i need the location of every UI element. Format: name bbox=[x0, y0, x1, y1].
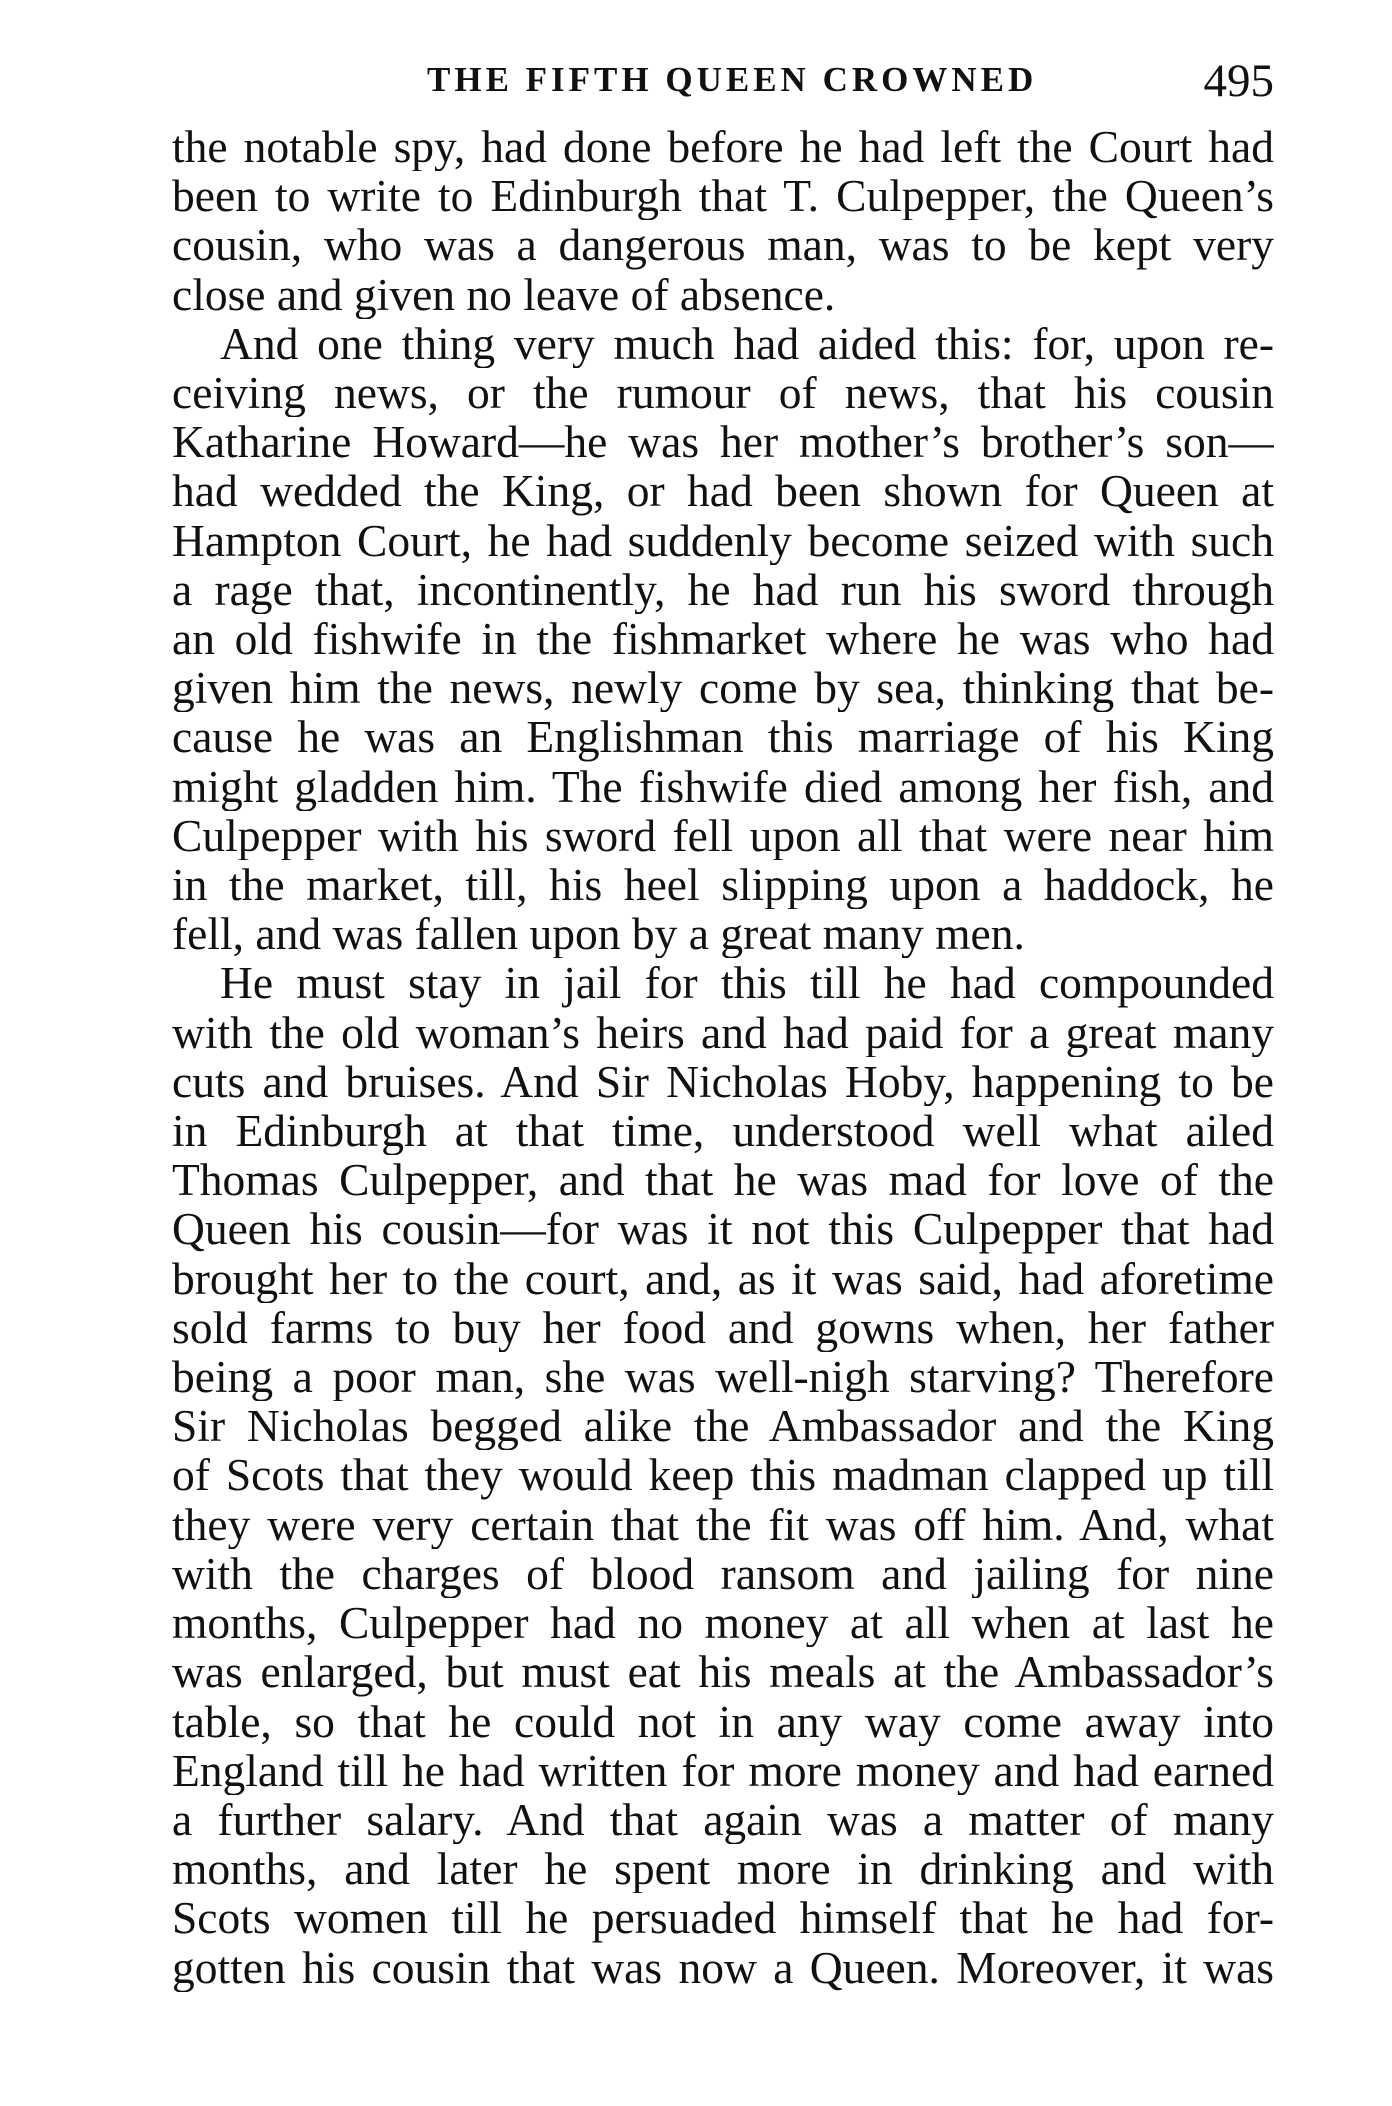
text-line: Scots women till he persuaded himself that he had for- bbox=[172, 1893, 1274, 1943]
text-line: a rage that, incontinently, he had run his sword through bbox=[172, 564, 1274, 615]
text-line: cuts and bruises. And Sir Nicholas Hoby, happening to be bbox=[172, 1056, 1274, 1107]
text-line: with the charges of blood ransom and jailing for nine bbox=[172, 1548, 1274, 1599]
text-line: ceiving news, or the rumour of news, that his cousin bbox=[172, 368, 1274, 418]
text-line: Culpepper with his sword fell upon all that were near him bbox=[172, 810, 1274, 861]
paragraph bbox=[172, 319, 1274, 959]
text-line: sold farms to buy her food and gowns when, her father bbox=[172, 1302, 1274, 1353]
text-line: brought her to the court, and, as it was said, had aforetime bbox=[172, 1253, 1274, 1303]
text-line: gotten his cousin that was now a Queen. Moreover, it was bbox=[172, 1942, 1274, 1992]
text-line: Thomas Culpepper, and that he was mad for love of the bbox=[172, 1155, 1274, 1205]
text-line: given him the news, newly come by sea, thinking that be- bbox=[172, 663, 1274, 713]
text-line: been to write to Edinburgh that T. Culpepper, the Queen’s bbox=[172, 171, 1274, 221]
text-line: with the old woman’s heirs and had paid for a great many bbox=[172, 1007, 1274, 1057]
text-line: cause he was an Englishman this marriage of his King bbox=[172, 712, 1274, 762]
text-line: Katharine Howard—he was her mother’s brother’s son— bbox=[172, 417, 1274, 467]
text-line: Queen his cousin—for was it not this Culpepper that had bbox=[172, 1204, 1274, 1254]
paragraph bbox=[172, 958, 1274, 1991]
text-line: might gladden him. The fishwife died among her fish, and bbox=[172, 761, 1274, 811]
text-line: And one thing very much had aided this: for, upon re- bbox=[220, 318, 1274, 369]
text-line: in the market, till, his heel slipping upon a haddock, he bbox=[172, 860, 1274, 910]
running-head bbox=[172, 54, 1274, 116]
text-line: of Scots that they would keep this madman clapped up till bbox=[172, 1450, 1274, 1500]
running-title: THE FIFTH QUEEN CROWNED bbox=[427, 60, 1038, 99]
text-line: He must stay in jail for this till he had compounded bbox=[220, 958, 1274, 1008]
body-text bbox=[172, 122, 1274, 2062]
text-line: close and given no leave of absence. bbox=[172, 269, 836, 319]
text-line: table, so that he could not in any way come away into bbox=[172, 1696, 1274, 1746]
text-line: had wedded the King, or had been shown for Queen at bbox=[172, 466, 1274, 516]
text-line: a further salary. And that again was a matter of many bbox=[172, 1794, 1274, 1845]
text-line: an old fishwife in the fishmarket where he was who had bbox=[172, 614, 1274, 664]
text-line: months, and later he spent more in drinking and with bbox=[172, 1844, 1274, 1894]
page-number: 495 bbox=[1203, 55, 1274, 107]
text-line: the notable spy, had done before he had left the Court had bbox=[172, 122, 1274, 172]
text-line: months, Culpepper had no money at all when at last he bbox=[172, 1598, 1274, 1648]
text-line: was enlarged, but must eat his meals at the Ambassador’s bbox=[172, 1647, 1274, 1697]
text-line: Hampton Court, he had suddenly become seized with such bbox=[172, 515, 1274, 565]
paragraph bbox=[172, 122, 1274, 319]
text-line: fell, and was fallen upon by a great many men. bbox=[172, 909, 1025, 959]
text-line: England till he had written for more money and had earned bbox=[172, 1745, 1274, 1795]
text-line: they were very certain that the fit was off him. And, what bbox=[172, 1499, 1274, 1549]
text-line: Sir Nicholas begged alike the Ambassador and the King bbox=[172, 1401, 1274, 1451]
text-line: being a poor man, she was well-nigh starving? Therefore bbox=[172, 1352, 1274, 1402]
text-line: in Edinburgh at that time, understood well what ailed bbox=[172, 1106, 1274, 1156]
text-line: cousin, who was a dangerous man, was to be kept very bbox=[172, 220, 1274, 270]
